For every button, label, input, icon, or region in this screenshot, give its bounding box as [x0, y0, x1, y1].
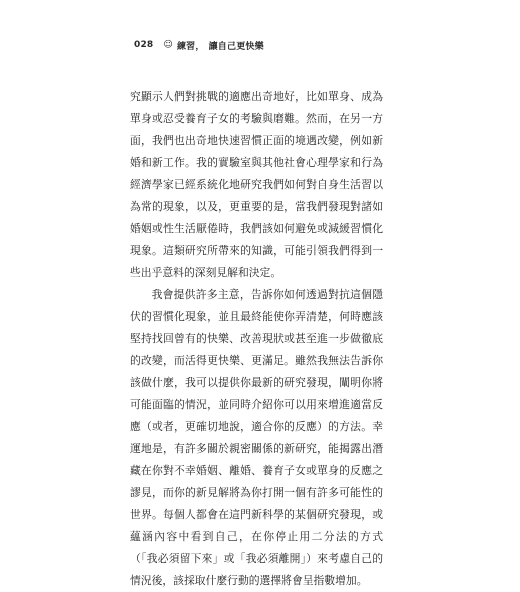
smiley-icon: ☺ [163, 39, 173, 50]
page-content [130, 86, 383, 592]
body-paragraph: 究顯示人們對挑戰的適應出奇地好，比如單身、成為單身或忍受養育子女的考驗與磨難。然而，在另一方面，我們也出奇地快速習慣正面的境遇改變，例如新婚和新工作。我的實驗室與其他社會心理學家和行為經濟學家已經系統化地研究我們如何對自身生活習以為常的現象，以及，更重要的是，當我們發現對諸如婚姻或性生活厭倦時，我們該如何避免或減緩習慣化現象。這類研究所帶來的知識，可能引領我們得到一些出乎意料的深刻見解和決定。 [130, 90, 383, 279]
running-header [134, 38, 264, 52]
book-title: 練習， [176, 41, 205, 52]
chapter-title: 讓自己更快樂 [208, 41, 264, 52]
page-number: 028 [134, 40, 154, 50]
body-paragraph: 我會提供許多主意，告訴你如何透過對抗這個隱伏的習慣化現象，並且最終能使你弄清楚，何時應該堅持找回曾有的快樂、改善現狀或甚至進一步做徹底的改變，而活得更快樂、更滿足。雖然我無法告訴你該做什麼，我可以提供你最新的研究發現，闡明你將可能面臨的情況，並同時介紹你可以用來增進適當反應（或者，更確切地說，適合你的反應）的方法。幸運地是，有許多關於親密關係的新研究，能揭露出潛藏在你對不幸婚姻、離婚、養育子女或單身的反應之謬見，而你的新見解將為你打開一個有許多可能性的世界。每個人都會在這門新科學的某個研究發現，或蘊涵內容中看到自己，在你停止用二分法的方式（「我必須留下來」或「我必須離開」）來考慮自己的情況後，該採取什麼行動的選擇將會呈指數增加。 [130, 288, 383, 587]
